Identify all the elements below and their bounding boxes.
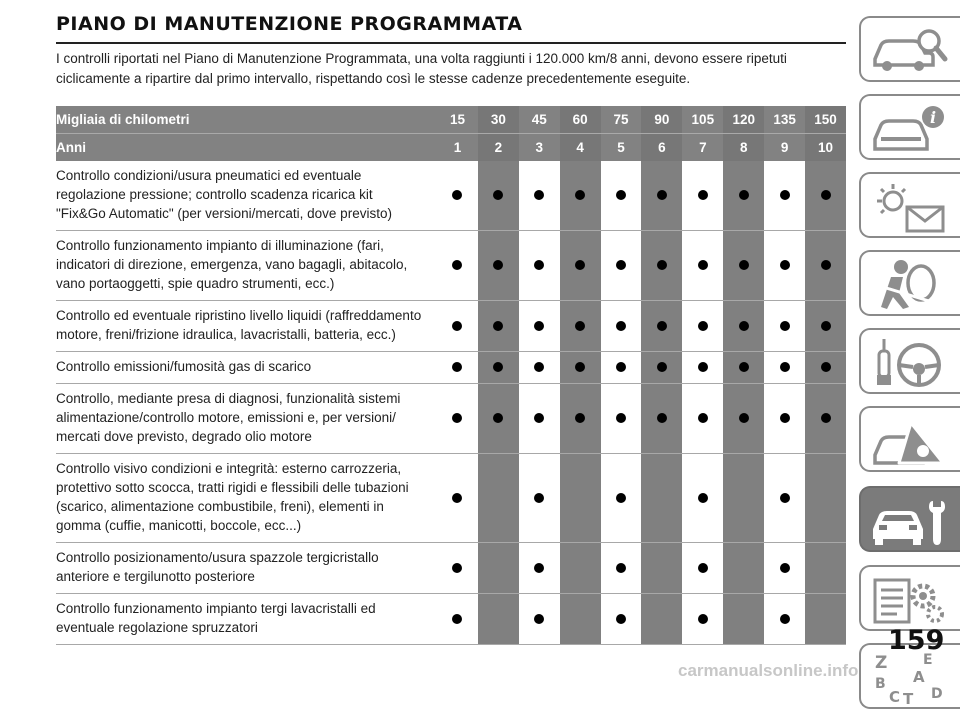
chapter-tab[interactable] [859, 486, 960, 552]
interval-cell [682, 352, 723, 384]
years-header-row-cell: 2 [478, 134, 519, 162]
interval-cell [805, 352, 846, 384]
check-mark-dot [575, 413, 585, 423]
interval-cell [601, 454, 642, 543]
table-row [56, 301, 846, 352]
check-mark-dot [493, 362, 503, 372]
check-mark-dot [493, 260, 503, 270]
chapter-tab[interactable] [859, 328, 960, 394]
check-mark-dot [616, 413, 626, 423]
check-mark-dot [452, 493, 462, 503]
svg-text:i: i [930, 108, 937, 127]
check-mark-dot [534, 563, 544, 573]
interval-cell [519, 454, 560, 543]
interval-cell [478, 384, 519, 454]
interval-cell [478, 352, 519, 384]
interval-cell [641, 543, 682, 594]
check-mark-dot [534, 260, 544, 270]
interval-cell [641, 231, 682, 301]
interval-cell [764, 301, 805, 352]
interval-cell [641, 301, 682, 352]
interval-cell [560, 301, 601, 352]
check-mark-dot [780, 362, 790, 372]
interval-cell [723, 161, 764, 231]
check-mark-dot [780, 493, 790, 503]
km-header-row-cell: 45 [519, 106, 560, 134]
check-mark-dot [575, 321, 585, 331]
check-mark-dot [780, 321, 790, 331]
check-mark-dot [534, 413, 544, 423]
check-mark-dot [616, 563, 626, 573]
interval-cell [478, 231, 519, 301]
interval-cell [437, 543, 478, 594]
check-mark-dot [534, 614, 544, 624]
index-letter-c: C [889, 688, 901, 706]
check-description: Controllo posizionamento/usura spazzole tergicristallo anteriore e tergilunotto posteriore [56, 543, 437, 594]
check-mark-dot [780, 190, 790, 200]
interval-cell [805, 231, 846, 301]
interval-cell [641, 384, 682, 454]
interval-cell [437, 301, 478, 352]
km-header-row-cell: 150 [805, 106, 846, 134]
table-row [56, 594, 846, 645]
km-header-row-cell: 120 [723, 106, 764, 134]
interval-cell [723, 352, 764, 384]
interval-cell [723, 594, 764, 645]
check-mark-dot [657, 321, 667, 331]
interval-cell [519, 231, 560, 301]
interval-cell [478, 543, 519, 594]
interval-cell [641, 352, 682, 384]
interval-cell [682, 454, 723, 543]
check-mark-dot [821, 321, 831, 331]
check-mark-dot [780, 260, 790, 270]
years-header-row-cell: 7 [682, 134, 723, 162]
interval-cell [723, 543, 764, 594]
interval-cell [723, 231, 764, 301]
page-number: 159 [888, 625, 945, 656]
check-mark-dot [452, 413, 462, 423]
check-mark-dot [657, 413, 667, 423]
interval-cell [560, 231, 601, 301]
interval-cell [519, 594, 560, 645]
years-header-row-cell: 1 [437, 134, 478, 162]
chapter-tab[interactable] [859, 406, 960, 472]
interval-cell [764, 384, 805, 454]
interval-cell [601, 594, 642, 645]
km-header-row-cell: 60 [560, 106, 601, 134]
interval-cell [560, 594, 601, 645]
km-header-row-label: Migliaia di chilometri [56, 106, 437, 134]
table-row [56, 384, 846, 454]
interval-cell [560, 352, 601, 384]
check-mark-dot [616, 260, 626, 270]
index-letter-z: Z [875, 653, 888, 673]
interval-cell [519, 161, 560, 231]
check-mark-dot [493, 190, 503, 200]
check-description: Controllo, mediante presa di diagnosi, funzionalità sistemi alimentazione/controllo motore, emissioni e, per versioni/ mercati dove previsto, degrado olio motore [56, 384, 437, 454]
check-mark-dot [616, 321, 626, 331]
check-mark-dot [657, 190, 667, 200]
years-header-row-label: Anni [56, 134, 437, 162]
interval-cell [682, 594, 723, 645]
table-row [56, 161, 846, 231]
interval-cell [682, 161, 723, 231]
km-header-row-cell: 90 [641, 106, 682, 134]
interval-cell [805, 301, 846, 352]
check-mark-dot [780, 413, 790, 423]
check-mark-dot [698, 493, 708, 503]
interval-cell [560, 543, 601, 594]
interval-cell [437, 161, 478, 231]
interval-cell [682, 384, 723, 454]
interval-cell [437, 454, 478, 543]
check-mark-dot [698, 413, 708, 423]
interval-cell [805, 543, 846, 594]
check-description: Controllo condizioni/usura pneumatici ed eventuale regolazione pressione; controllo scadenza ricarica kit "Fix&Go Automatic" (per versioni/mercati, dove previsto) [56, 161, 437, 231]
table-row [56, 454, 846, 543]
interval-cell [478, 301, 519, 352]
check-mark-dot [698, 260, 708, 270]
check-mark-dot [575, 362, 585, 372]
watermark: carmanualsonline.info [678, 661, 859, 680]
years-header-row-cell: 4 [560, 134, 601, 162]
interval-cell [764, 454, 805, 543]
check-mark-dot [739, 413, 749, 423]
check-mark-dot [698, 321, 708, 331]
title-rule [56, 42, 846, 44]
check-mark-dot [534, 362, 544, 372]
interval-cell [641, 161, 682, 231]
check-mark-dot [534, 190, 544, 200]
interval-cell [601, 352, 642, 384]
index-letter-a: A [913, 668, 925, 686]
check-description: Controllo funzionamento impianto tergi lavacristalli ed eventuale regolazione spruzzatori [56, 594, 437, 645]
check-mark-dot [493, 321, 503, 331]
chapter-tab[interactable] [859, 565, 960, 631]
check-mark-dot [739, 321, 749, 331]
check-mark-dot [698, 614, 708, 624]
interval-cell [560, 161, 601, 231]
chapter-tab[interactable] [859, 250, 960, 316]
interval-cell [437, 594, 478, 645]
check-mark-dot [739, 190, 749, 200]
interval-cell [478, 454, 519, 543]
check-mark-dot [452, 190, 462, 200]
interval-cell [641, 594, 682, 645]
km-header-row-cell: 135 [764, 106, 805, 134]
interval-cell [478, 161, 519, 231]
km-header-row-cell: 15 [437, 106, 478, 134]
interval-cell [437, 352, 478, 384]
interval-cell [723, 454, 764, 543]
interval-cell [682, 543, 723, 594]
maintenance-schedule-table [56, 106, 846, 645]
interval-cell [601, 543, 642, 594]
interval-cell [764, 594, 805, 645]
interval-cell [641, 454, 682, 543]
check-mark-dot [493, 413, 503, 423]
km-header-row-cell: 30 [478, 106, 519, 134]
table-row [56, 231, 846, 301]
check-mark-dot [452, 614, 462, 624]
interval-cell [764, 352, 805, 384]
table-row [56, 352, 846, 384]
check-mark-dot [821, 190, 831, 200]
interval-cell [437, 384, 478, 454]
check-mark-dot [739, 260, 749, 270]
check-mark-dot [821, 362, 831, 372]
years-header-row-cell: 6 [641, 134, 682, 162]
check-description: Controllo funzionamento impianto di illuminazione (fari, indicatori di direzione, emergenza, vano bagagli, abitacolo, vano portaoggetti, spie quadro strumenti, ecc.) [56, 231, 437, 301]
chapter-tab[interactable] [859, 94, 960, 160]
interval-cell [601, 301, 642, 352]
check-mark-dot [616, 493, 626, 503]
index-letter-t: T [903, 690, 914, 706]
check-description: Controllo emissioni/fumosità gas di scarico [56, 352, 437, 384]
index-letter-b: B [875, 676, 886, 692]
years-header-row [56, 134, 846, 162]
km-header-row-cell: 105 [682, 106, 723, 134]
check-mark-dot [780, 614, 790, 624]
interval-cell [519, 301, 560, 352]
interval-cell [519, 384, 560, 454]
interval-cell [764, 543, 805, 594]
km-header-row-cell: 75 [601, 106, 642, 134]
check-mark-dot [616, 614, 626, 624]
interval-cell [723, 301, 764, 352]
interval-cell [560, 384, 601, 454]
check-mark-dot [534, 493, 544, 503]
index-letter-d: D [931, 686, 943, 702]
interval-cell [682, 301, 723, 352]
page-title: PIANO DI MANUTENZIONE PROGRAMMATA [56, 13, 523, 35]
interval-cell [560, 454, 601, 543]
check-mark-dot [452, 563, 462, 573]
years-header-row-cell: 3 [519, 134, 560, 162]
years-header-row-cell: 5 [601, 134, 642, 162]
interval-cell [805, 454, 846, 543]
interval-cell [805, 384, 846, 454]
check-mark-dot [821, 413, 831, 423]
interval-cell [478, 594, 519, 645]
check-mark-dot [534, 321, 544, 331]
interval-cell [764, 231, 805, 301]
years-header-row-cell: 9 [764, 134, 805, 162]
check-mark-dot [657, 362, 667, 372]
years-header-row-cell: 8 [723, 134, 764, 162]
chapter-tab[interactable] [859, 172, 960, 238]
check-mark-dot [657, 260, 667, 270]
check-mark-dot [575, 260, 585, 270]
check-description: Controllo ed eventuale ripristino livello liquidi (raffreddamento motore, freni/frizione idraulica, lavacristalli, batteria, ecc.) [56, 301, 437, 352]
interval-cell [601, 161, 642, 231]
check-mark-dot [821, 260, 831, 270]
check-mark-dot [739, 362, 749, 372]
interval-cell [764, 161, 805, 231]
km-header-row [56, 106, 846, 134]
check-mark-dot [698, 190, 708, 200]
check-mark-dot [575, 190, 585, 200]
chapter-tab[interactable] [859, 16, 960, 82]
check-mark-dot [780, 563, 790, 573]
interval-cell [437, 231, 478, 301]
years-header-row-cell: 10 [805, 134, 846, 162]
interval-cell [805, 594, 846, 645]
interval-cell [805, 161, 846, 231]
interval-cell [519, 352, 560, 384]
check-mark-dot [698, 362, 708, 372]
check-mark-dot [616, 190, 626, 200]
interval-cell [601, 384, 642, 454]
check-mark-dot [452, 321, 462, 331]
interval-cell [519, 543, 560, 594]
table-row [56, 543, 846, 594]
check-mark-dot [616, 362, 626, 372]
interval-cell [723, 384, 764, 454]
index-letter-e: E [923, 652, 933, 668]
check-description: Controllo visivo condizioni e integrità: esterno carrozzeria, protettivo sotto scocca, tratti rigidi e flessibili delle tubazioni (scarico, alimentazione combustibile, freni), elementi in gomma (cuffie, manicotti, boccole, ecc...) [56, 454, 437, 543]
intro-paragraph: I controlli riportati nel Piano di Manutenzione Programmata, una volta raggiunti i 120.000 km/8 anni, devono essere ripetuti ciclicamente a ripartire dal primo intervallo, rispettando così le stesse cadenze precedentemente eseguite. [56, 51, 787, 86]
interval-cell [601, 231, 642, 301]
check-mark-dot [452, 362, 462, 372]
check-mark-dot [698, 563, 708, 573]
check-mark-dot [452, 260, 462, 270]
interval-cell [682, 231, 723, 301]
